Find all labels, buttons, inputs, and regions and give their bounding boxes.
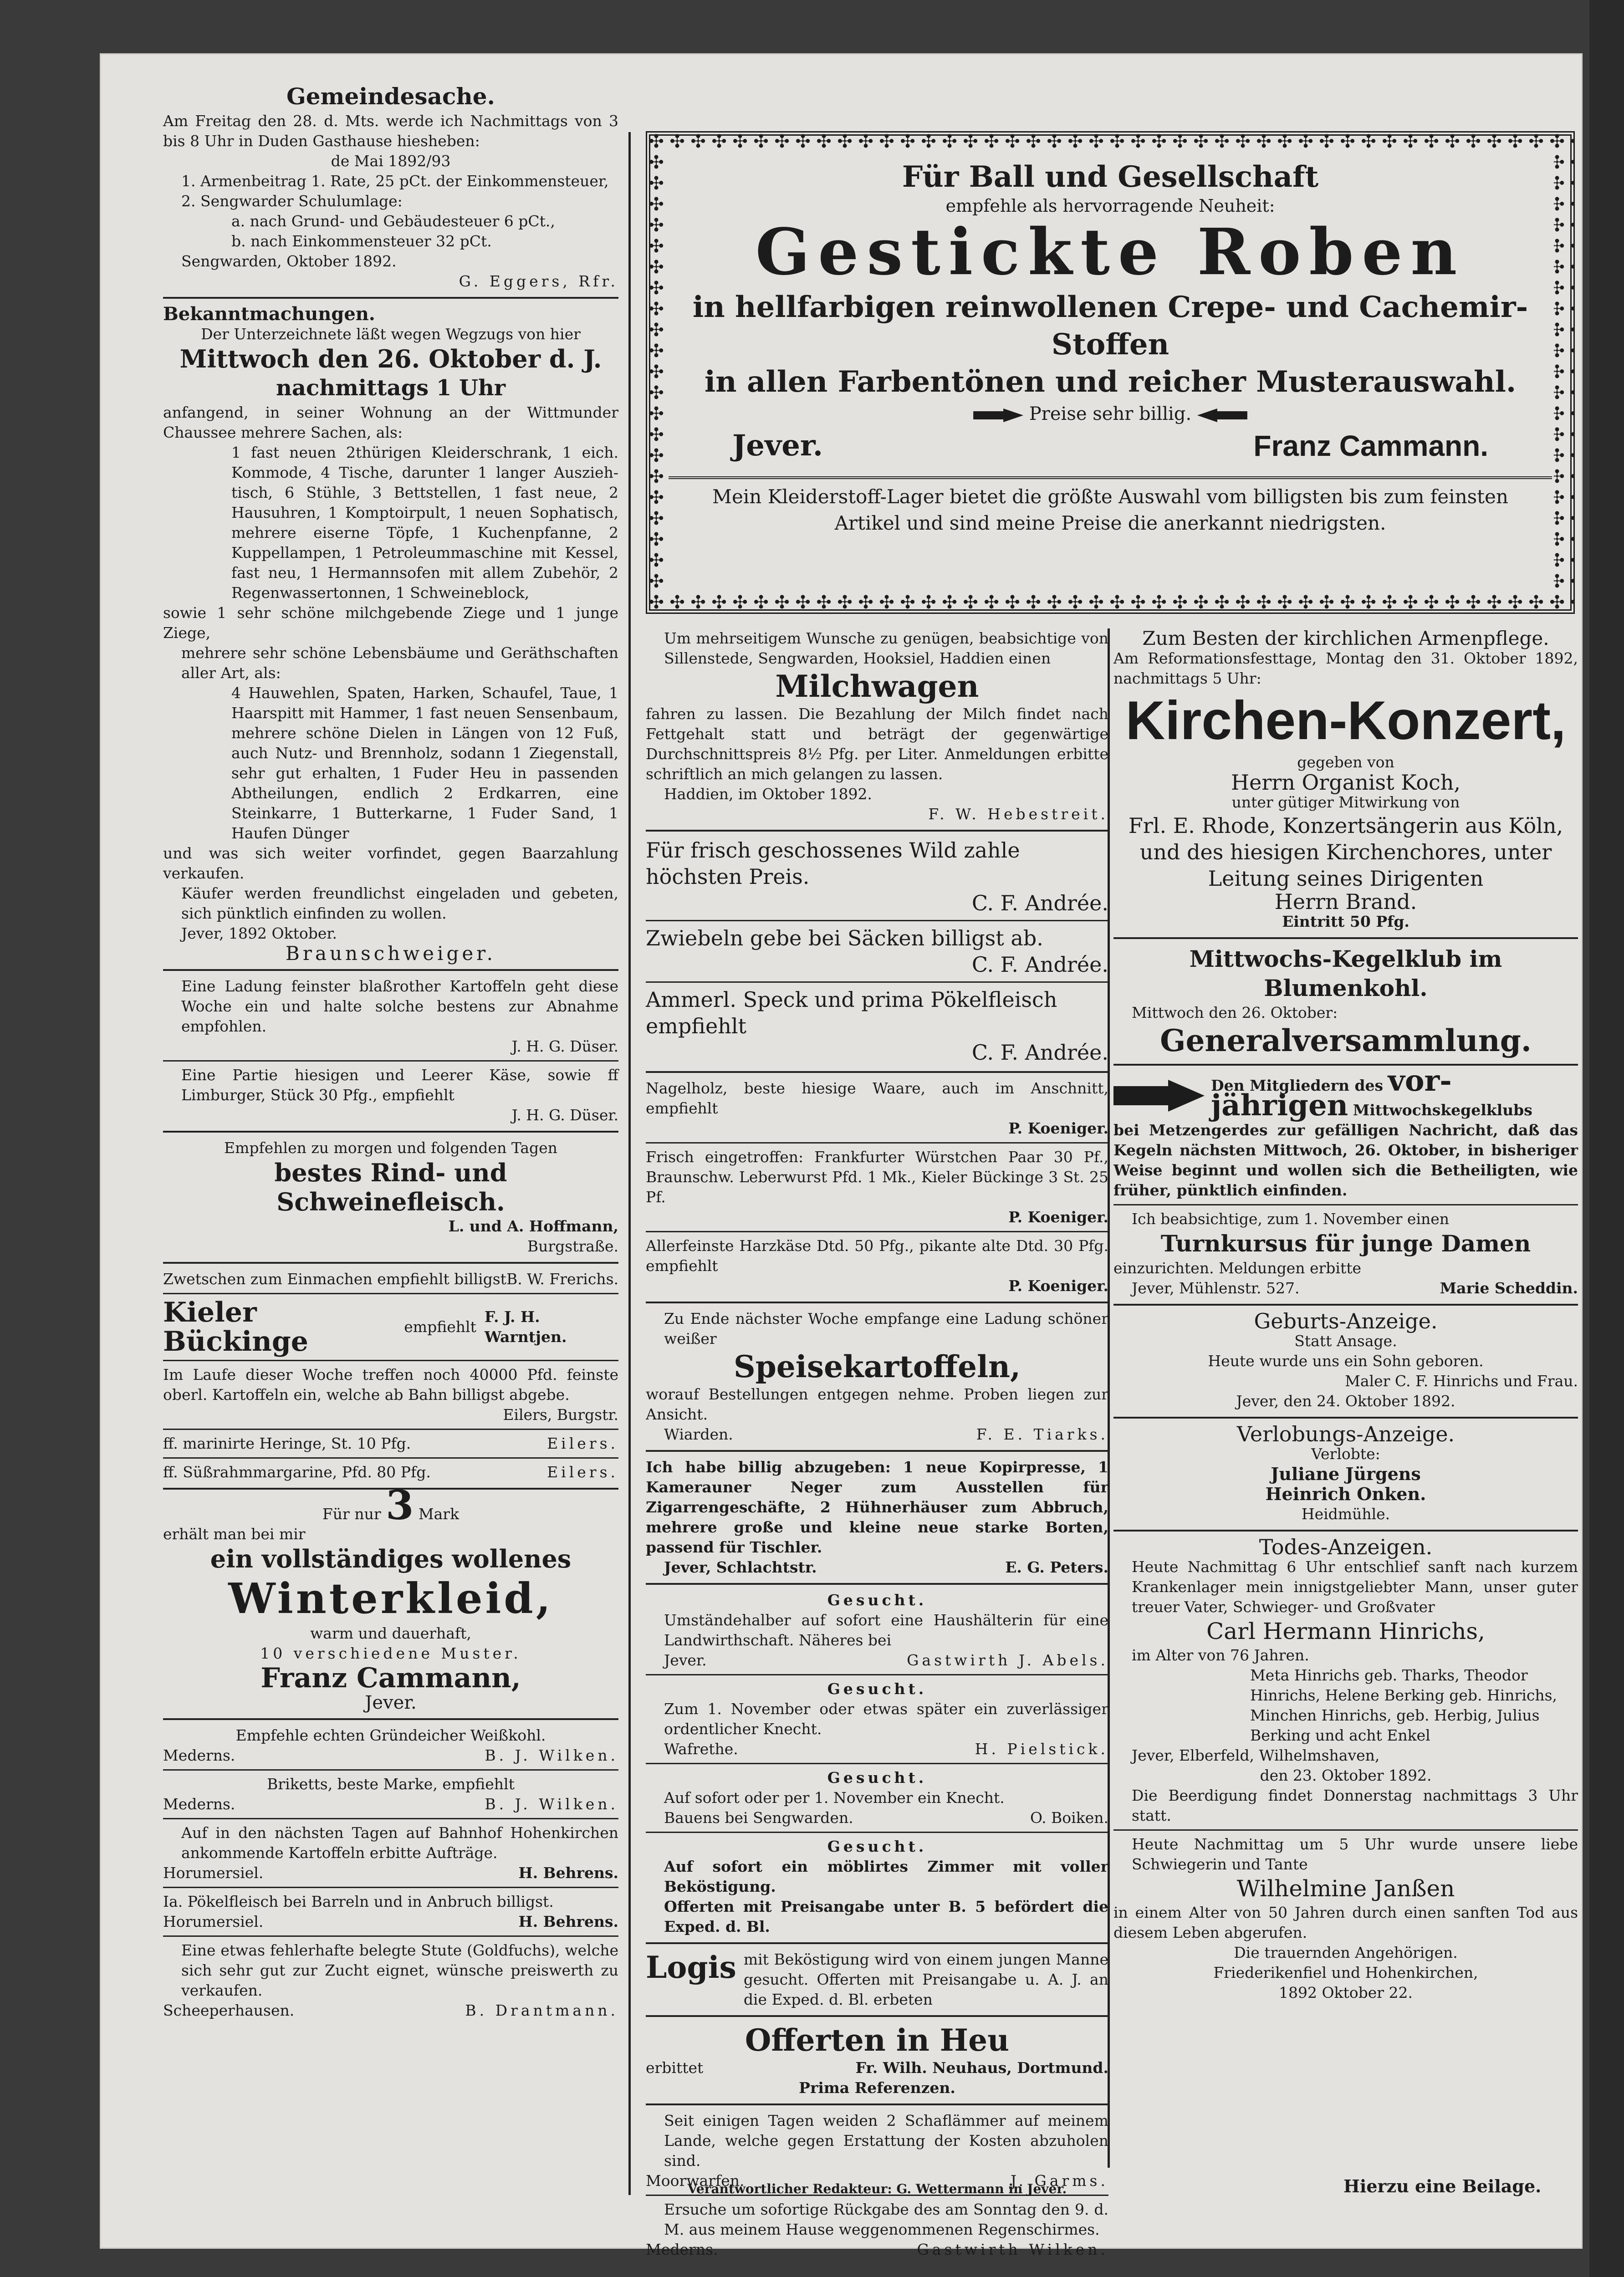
text: erhält man bei mir: [163, 1525, 306, 1543]
merchant: Franz Cammann.: [1253, 429, 1488, 462]
divider: [163, 1131, 618, 1133]
signature: Braunschweiger.: [286, 942, 496, 965]
ad-logis: [646, 1950, 1108, 2010]
divider: [1113, 1204, 1578, 1205]
ad-speck: [646, 986, 1108, 1066]
title: Generalversammlung.: [1160, 1023, 1532, 1058]
text: im Alter von 76 Jahren.: [1132, 1646, 1309, 1664]
place: Mederns.: [163, 1746, 235, 1764]
text: Verlobte:: [1311, 1445, 1380, 1463]
ad-wuerstchen: [646, 1147, 1108, 1227]
signature: E. G. Peters.: [1005, 1558, 1108, 1576]
signature: H. Pielstick.: [975, 1740, 1108, 1758]
text: unter gütiger Mitwirkung von: [1231, 793, 1460, 811]
text: Empfehle echten Gründeicher Weißkohl.: [235, 1726, 546, 1744]
date: Jever, den 24. Oktober 1892.: [1236, 1392, 1455, 1410]
text: Allerfeinste Harzkäse Dtd. 50 Pfg., pikante alte Dtd. 30 Pfg. empfiehlt: [646, 1237, 1108, 1275]
text: Die Beerdigung findet Donnerstag nachmittags 3 Uhr statt.: [1132, 1787, 1578, 1824]
divider: [163, 1887, 618, 1888]
ad-auktion: [163, 304, 618, 964]
pointing-hand-icon: [1197, 408, 1247, 422]
ad-geburt: [1113, 1311, 1578, 1411]
signature: C. F. Andrée.: [971, 891, 1108, 915]
price: Eintritt 50 Pfg.: [1282, 913, 1410, 930]
text: Für nur: [322, 1505, 381, 1523]
ad-fleisch: [163, 1138, 618, 1256]
text: Seit einigen Tagen weiden 2 Schaflämmer auf meinem Lande, welche gegen Erstattung der Kosten abzuholen sind.: [664, 2112, 1108, 2170]
firm: Fr. Wilh. Neuhaus, Dortmund.: [855, 2059, 1108, 2077]
item: b. nach Einkommensteuer 32 pCt.: [231, 232, 492, 250]
divider: [163, 1262, 618, 1264]
place: Horumersiel.: [163, 1864, 264, 1882]
place: Jever.: [365, 1692, 417, 1713]
divider: [669, 476, 1552, 479]
text: gegeben von: [1297, 753, 1394, 771]
text: Mittwochs-Kegelklub im: [1189, 945, 1502, 972]
text: mit Beköstigung wird von einem jungen Manne gesucht. Offerten mit Preisangabe u. A. J. an die Exped. d. Bl. erbeten: [743, 1950, 1108, 2008]
price: 3: [386, 1481, 414, 1529]
signature: B. J. Wilken.: [485, 1746, 618, 1764]
column-rule-left: [628, 132, 631, 2195]
divider: [646, 1763, 1108, 1764]
text: Heute Nachmittag um 5 Uhr wurde unsere liebe Schwiegerin und Tante: [1132, 1835, 1578, 1873]
text: ein vollständiges wollenes: [210, 1544, 572, 1573]
divider: [163, 1769, 618, 1771]
signature: O. Boiken.: [1030, 1809, 1108, 1827]
text: Zum 1. November oder etwas später ein zuverlässiger ordentlicher Knecht.: [664, 1700, 1108, 1738]
name: Carl Hermann Hinrichs,: [1206, 1618, 1485, 1644]
text: Offerten mit Preisangabe unter B. 5 befördert die Exped. d. Bl.: [664, 1898, 1108, 1935]
heading: Gesucht.: [827, 1838, 927, 1855]
unit: Mark: [418, 1505, 460, 1523]
place: Jever, 1892 Oktober.: [181, 924, 337, 942]
text: Herrn Brand.: [1274, 889, 1417, 914]
name: Juliane Jürgens: [1271, 1464, 1421, 1484]
title: Kirchen-Konzert,: [1125, 690, 1566, 751]
ad-wild: [646, 837, 1108, 916]
signature: C. F. Andrée.: [971, 1040, 1108, 1065]
text: Eine etwas fehlerhafte belegte Stute (Goldfuchs), welche sich sehr gut zur Zucht eignet, wünsche preiswerth zu verkaufen.: [181, 1941, 618, 1999]
text: Zwetschen zum Einmachen empfiehlt billigst: [163, 1270, 506, 1288]
place: Moorwarfen.: [646, 2172, 745, 2190]
divider: [646, 1302, 1108, 1303]
text: Statt Ansage.: [1294, 1332, 1397, 1350]
ad-heringe: [163, 1434, 618, 1454]
ad-winterkleid: [163, 1481, 618, 1713]
signature: G. Eggers, Rfr.: [459, 272, 618, 290]
text: Käufer werden freundlichst eingeladen und gebeten, sich pünktlich einfinden zu wollen.: [181, 884, 618, 922]
ad-speisekartoffeln: [646, 1309, 1108, 1445]
item: 1. Armenbeitrag 1. Rate, 25 pCt. der Einkommensteuer,: [181, 172, 609, 190]
text: Blumenkohl.: [1264, 975, 1428, 1001]
text: in einem Alter von 50 Jahren durch einen sanften Tod aus diesem Leben abgerufen.: [1113, 1904, 1578, 1941]
ad-verlobung: [1113, 1424, 1578, 1524]
divider: [163, 1060, 618, 1062]
text: Im Laufe dieser Woche treffen noch 40000 Pfd. feinste oberl. Kartoffeln ein, welche ab Bahn billigst abgebe.: [163, 1366, 618, 1404]
text: 10 verschiedene Muster.: [260, 1644, 521, 1662]
ad-margarine: [163, 1462, 618, 1482]
ad-gesucht-3: [646, 1768, 1108, 1828]
ad-peters: [646, 1457, 1108, 1578]
title: Kieler Bückinge: [163, 1297, 308, 1358]
heading: Gesucht.: [827, 1680, 927, 1698]
text: Empfehlen zu morgen und folgenden Tagen: [224, 1139, 557, 1157]
place: Haddien, im Oktober 1892.: [664, 785, 872, 803]
text: anfangend, in seiner Wohnung an der Wittmunder Chaussee mehrere Sachen, als:: [163, 403, 618, 441]
place: Jever.: [732, 429, 823, 463]
text: jährigen: [1211, 1088, 1348, 1123]
signature: Eilers.: [547, 1463, 618, 1481]
text: Auf in den nächsten Tagen auf Bahnhof Hohenkirchen ankommende Kartoffeln erbitte Aufträge.: [181, 1824, 618, 1862]
column-1: [163, 82, 618, 2021]
signature: H. Behrens.: [518, 1864, 618, 1882]
signature: J. H. G. Düser.: [511, 1037, 618, 1055]
text: worauf Bestellungen entgegen nehme. Proben liegen zur Ansicht.: [646, 1385, 1108, 1423]
ad-buecking: [163, 1298, 618, 1356]
heading: Gemeindesache.: [286, 83, 495, 110]
place: Sengwarden, Oktober 1892.: [181, 252, 397, 270]
text: Eine Ladung feinster blaßrother Kartoffeln geht diese Woche ein und halte solche bestens zur Abnahme empfohlen.: [181, 977, 618, 1035]
text: in hellfarbigen reinwollenen Crepe- und Cachemir-Stoffen: [692, 290, 1528, 362]
divider: [163, 1935, 618, 1937]
ad-kohl: [163, 1726, 618, 1766]
divider: [646, 1832, 1108, 1833]
items: 4 Hauwehlen, Spaten, Harken, Schaufel, Taue, 1 Haarspitt mit Hammer, 1 fast neuen Sensenbaum, mehrere schöne Dielen in Längen von 12 Fuß, auch Nutz- und Brennholz, sodann 1 Ziegenstall, sehr gut erhalten, 1 Fuder Heu in passenden Abtheilungen, endlich 2 Erdkarren, eine Steinkarre, 1 Butterkarne, 1 Fuder Sand, 1 Haufen Dünger: [231, 684, 618, 842]
text: Briketts, beste Marke, empfiehlt: [267, 1775, 515, 1793]
pointing-hand-icon: [973, 408, 1023, 422]
divider: [1113, 1304, 1578, 1306]
text: in allen Farbentönen und reicher Musterauswahl.: [704, 365, 1517, 399]
name: Wilhelmine Janßen: [1236, 1875, 1455, 1902]
signature: J. Garms.: [1010, 2172, 1108, 2190]
ad-kegelklub-2: [1113, 1064, 1578, 1200]
reference: Prima Referenzen.: [799, 2079, 955, 2097]
text: Auf sofort oder per 1. November ein Knecht.: [664, 1789, 1005, 1807]
text: Preise sehr billig.: [1029, 403, 1192, 424]
text: Umständehalber auf sofort eine Haushälterin für eine Landwirthschaft. Näheres bei: [664, 1611, 1108, 1649]
items: 1 fast neuen 2thürigen Kleiderschrank, 1 eich. Kommode, 4 Tische, darunter 1 langer Ausziehtisch, 6 Stühle, 3 Bettstellen, 1 fast neue, 2 Hausuhren, 1 Komptoirpult, 1 neuen Sophatisch, mehrere eiserne Töpfe, 1 Kuchenpfanne, 2 Kuppellampen, 1 Petroleummaschine mit Kessel, fast neu, 1 Hermannsofen mit allem Zubehör, 2 Regenwassertonnen, 1 Schweineblock,: [231, 444, 618, 602]
divider: [646, 2015, 1108, 2017]
scan-edge: [1589, 0, 1624, 2277]
address: Burgstraße.: [527, 1237, 618, 1255]
item: 2. Sengwarder Schulumlage:: [181, 192, 403, 210]
heading: Gesucht.: [827, 1591, 927, 1609]
place: Mederns.: [163, 1795, 235, 1813]
ad-todesanzeige-1: [1113, 1537, 1578, 1826]
beilage-note: Hierzu eine Beilage.: [1343, 2176, 1542, 2196]
text: ff. marinirte Heringe, St. 10 Pfg.: [163, 1435, 411, 1452]
divider: [646, 1942, 1108, 1944]
title: bestes Rind- und Schweinefleisch.: [274, 1158, 507, 1216]
text: Frl. E. Rhode, Konzertsängerin aus Köln, und des hiesigen Kirchenchores, unter Leitung seines Dirigenten: [1128, 813, 1563, 891]
text: Auf sofort ein möblirtes Zimmer mit voller Beköstigung.: [664, 1858, 1108, 1895]
text: Ich habe billig abzugeben: 1 neue Kopirpresse, 1 Kamerauner Neger zum Ausstellen für Zigarrengeschäfte, 2 Hühnerhäuser zum Abbruch, mehrere große und kleine neue starke Borten, passend für Tischler.: [646, 1458, 1108, 1556]
place: Wiarden.: [664, 1425, 733, 1443]
divider: [646, 1142, 1108, 1144]
place: Horumersiel.: [163, 1913, 264, 1930]
divider: [1113, 937, 1578, 939]
text: sowie 1 sehr schöne milchgebende Ziege und 1 junge Ziege,: [163, 604, 618, 642]
signature: F. J. H. Warntjen.: [484, 1308, 567, 1346]
heading: Bekanntmachungen.: [163, 303, 375, 325]
family: Meta Hinrichs geb. Tharks, Theodor Hinrichs, Helene Berking geb. Hinrichs, Minchen Hinrichs, geb. Herbig, Julius Berking und acht Enkel: [1250, 1666, 1558, 1744]
divider: [163, 969, 618, 971]
text: Herrn Organist Koch,: [1231, 770, 1461, 795]
text: Mittwoch den 26. Oktober:: [1132, 1004, 1338, 1021]
text: bei Metzengerdes zur gefälligen Nachricht, daß das Kegeln nächsten Mittwoch, 26. Oktober, in bisheriger Weise beginnt und wollen sich die Betheiligten, wie früher, pünktlich einfinden.: [1113, 1121, 1578, 1199]
text: mehrere sehr schöne Lebensbäume und Geräthschaften aller Art, als:: [181, 644, 618, 682]
place: Heidmühle.: [1301, 1505, 1390, 1523]
ad-zwetschen: [163, 1269, 618, 1289]
ad-milchwagen: [646, 628, 1108, 824]
divider: [1113, 1530, 1578, 1532]
text: warm und dauerhaft,: [310, 1624, 471, 1642]
divider: [1113, 1417, 1578, 1419]
signature: B. J. Wilken.: [485, 1795, 618, 1813]
divider: [646, 2103, 1108, 2105]
text: und was sich weiter vorfindet, gegen Baarzahlung verkaufen.: [163, 844, 618, 882]
place: Bauens bei Sengwarden.: [664, 1809, 853, 1827]
ad-kirchenkonzert: [1113, 628, 1578, 932]
ad-gesucht-4: [646, 1837, 1108, 1937]
text: Eine Partie hiesigen und Leerer Käse, sowie ff Limburger, Stück 30 Pfg., empfiehlt: [181, 1066, 618, 1104]
title: Gestickte Roben: [755, 215, 1466, 290]
date: Mittwoch den 26. Oktober d. J.: [179, 344, 602, 373]
text: ff. Süßrahmmargarine, Pfd. 80 Pfg.: [163, 1463, 431, 1481]
title: Turnkursus für junge Damen: [1160, 1230, 1531, 1257]
signature: F. E. Tiarks.: [976, 1425, 1108, 1443]
text: Heute Nachmittag 6 Uhr entschlief sanft nach kurzem Krankenlager mein innigstgeliebter Mann, unser guter treuer Vater, Schwieger- und Großvater: [1132, 1558, 1578, 1616]
ad-kaese: [163, 1065, 618, 1125]
ad-schafe: [646, 2111, 1108, 2191]
ad-gestickte-roben: [646, 131, 1575, 614]
text: Für frisch geschossenes Wild zahle höchsten Preis.: [646, 838, 1020, 889]
date: 1892 Oktober 22.: [1278, 1984, 1413, 2001]
divider: [646, 1674, 1108, 1675]
title: Winterkleid,: [228, 1574, 553, 1623]
time: nachmittags 1 Uhr: [276, 375, 506, 401]
title: Speisekartoffeln,: [734, 1349, 1021, 1384]
ad-heu: [646, 2022, 1108, 2098]
heading: Gesucht.: [827, 1769, 927, 1787]
text: Mein Kleiderstoff-Lager bietet die größte Auswahl vom billigsten bis zum feinsten Artikel und sind meine Preise die anerkannt niedrigsten.: [712, 485, 1508, 534]
divider: [646, 981, 1108, 983]
signature: B. Drantmann.: [465, 2001, 618, 2019]
title: Milchwagen: [775, 669, 979, 704]
column-3: [1113, 628, 1578, 2003]
divider: [163, 1293, 618, 1294]
signature: F. W. Hebestreit.: [928, 805, 1108, 823]
signature: H. Behrens.: [518, 1913, 618, 1930]
ad-todesanzeige-2: [1113, 1834, 1578, 2003]
divider: [163, 1429, 618, 1430]
ad-poekel: [163, 1892, 618, 1932]
text: Heute wurde uns ein Sohn geboren.: [1208, 1352, 1484, 1370]
divider: [646, 1231, 1108, 1232]
text: Um mehrseitigem Wunsche zu genügen, beabsichtige von Sillenstede, Sengwarden, Hooksiel, Haddien einen: [664, 629, 1108, 667]
ad-gesucht-2: [646, 1679, 1108, 1759]
divider: [163, 297, 618, 299]
signature: P. Koeniger.: [1008, 1119, 1108, 1137]
text: Ich beabsichtige, zum 1. November einen: [1132, 1210, 1450, 1228]
divider: [646, 830, 1108, 832]
text: Ammerl. Speck und prima Pökelfleisch empfiehlt: [646, 987, 1057, 1038]
text: Zu Ende nächster Woche empfange eine Ladung schöner weißer: [664, 1310, 1108, 1348]
ad-gesucht-1: [646, 1590, 1108, 1670]
signature: Eilers, Burgstr.: [503, 1406, 618, 1424]
text: Ersuche um sofortige Rückgabe des am Sonntag den 9. d. M. aus meinem Hause weggenommenen Regenschirmes.: [664, 2200, 1108, 2238]
place: Jever, Mühlenstr. 527.: [1132, 1279, 1300, 1297]
place: Jever, Schlachtstr.: [664, 1558, 817, 1576]
signature: J. H. G. Düser.: [511, 1106, 618, 1124]
ad-gemeindesache: [163, 82, 618, 291]
divider: [163, 1360, 618, 1361]
text: vor-: [1388, 1064, 1452, 1098]
ad-stute: [163, 1940, 618, 2021]
signature: B. W. Frerichs.: [506, 1270, 618, 1288]
subtitle: de Mai 1892/93: [331, 152, 451, 170]
divider: [163, 1818, 618, 1819]
divider: [163, 1457, 618, 1459]
divider: [1113, 1064, 1578, 1066]
signature: Gastwirth J. Abels.: [907, 1651, 1108, 1669]
ad-eilers: [163, 1365, 618, 1425]
text: Zum Besten der kirchlichen Armenpflege.: [1142, 627, 1549, 649]
text: Mittwochskegelklubs: [1353, 1101, 1532, 1119]
text: Zwiebeln gebe bei Säcken billigst ab.: [646, 926, 1043, 950]
pointing-hand-icon: [1113, 1080, 1205, 1112]
heading: Verlobungs-Anzeige.: [1236, 1422, 1455, 1446]
divider: [646, 920, 1108, 921]
item: a. nach Grund- und Gebäudesteuer 6 pCt.,: [231, 212, 555, 230]
title: Logis: [646, 1950, 736, 1985]
text: Ia. Pökelfleisch bei Barreln und in Anbruch billigst.: [163, 1893, 554, 1910]
signature: L. und A. Hoffmann,: [448, 1217, 618, 1235]
ad-kegelklub: [1113, 944, 1578, 1058]
place: Friederikenfiel und Hohenkirchen,: [1213, 1964, 1478, 1981]
signature: Marie Scheddin.: [1440, 1279, 1578, 1297]
place: Mederns.: [646, 2241, 718, 2258]
ad-harzkaese: [646, 1236, 1108, 1296]
text: Am Reformationsfesttage, Montag den 31. Oktober 1892, nachmittags 5 Uhr:: [1113, 649, 1578, 687]
text: einzurichten. Meldungen erbitte: [1113, 1259, 1362, 1277]
ad-zwiebeln: [646, 925, 1108, 978]
text: Die trauernden Angehörigen.: [1234, 1944, 1458, 1961]
divider: [646, 1450, 1108, 1452]
place: Jever, Elberfeld, Wilhelmshaven,: [1132, 1746, 1380, 1764]
ad-regenschirm: [646, 2200, 1108, 2260]
ad-bahnhof: [163, 1823, 618, 1883]
divider: [646, 1583, 1108, 1585]
divider: [646, 1071, 1108, 1073]
place: Wafrethe.: [664, 1740, 738, 1758]
heading: Todes-Anzeigen.: [1259, 1535, 1433, 1559]
ad-nagelholz: [646, 1078, 1108, 1138]
imprint: Verantwortlicher Redakteur: G. Wettermann in Jever.: [687, 2181, 1067, 2196]
text: Maler C. F. Hinrichs und Frau.: [1345, 1372, 1578, 1390]
name: Heinrich Onken.: [1265, 1484, 1426, 1504]
text: Der Unterzeichnete läßt wegen Wegzugs von hier: [201, 325, 581, 343]
text: fahren zu lassen. Die Bezahlung der Milch findet nach Fettgehalt statt und beträgt der gegenwärtige Durchschnittspreis 8½ Pfg. per Liter. Anmeldungen erbitte schriftlich an mich gelangen zu lassen.: [646, 705, 1108, 783]
signature: Gastwirth Wilken.: [917, 2241, 1108, 2258]
text: erbittet: [646, 2059, 704, 2077]
text: empfiehlt: [404, 1318, 476, 1336]
text: Den Mitgliedern des: [1211, 1077, 1384, 1094]
text: Frisch eingetroffen: Frankfurter Würstchen Paar 30 Pf., Braunschw. Leberwurst Pfd. 1 Mk., Kieler Bückinge 3 St. 25 Pf.: [646, 1148, 1108, 1206]
signature: C. F. Andrée.: [971, 952, 1108, 977]
divider: [1113, 1829, 1578, 1831]
text: Nagelholz, beste hiesige Waare, auch im Anschnitt, empfiehlt: [646, 1079, 1108, 1117]
ad-briketts: [163, 1774, 618, 1814]
heading: Geburts-Anzeige.: [1254, 1309, 1438, 1333]
title: Offerten in Heu: [745, 2022, 1010, 2058]
place: Jever.: [664, 1651, 707, 1669]
place: Scheeperhausen.: [163, 2001, 295, 2019]
ad-kartoffeln: [163, 976, 618, 1057]
signature: P. Koeniger.: [1008, 1208, 1108, 1226]
ad-turnkursus: [1113, 1209, 1578, 1298]
text: Am Freitag den 28. d. Mts. werde ich Nachmittags von 3 bis 8 Uhr in Duden Gasthause hiesheben:: [163, 112, 618, 150]
text: Für Ball und Gesellschaft: [902, 160, 1319, 194]
divider: [163, 1718, 618, 1720]
merchant: Franz Cammann,: [260, 1662, 521, 1694]
column-2: [646, 628, 1108, 2260]
text: empfehle als hervorragende Neuheit:: [945, 196, 1275, 216]
date: den 23. Oktober 1892.: [1260, 1766, 1432, 1784]
signature: Eilers.: [547, 1435, 618, 1452]
signature: P. Koeniger.: [1008, 1277, 1108, 1295]
